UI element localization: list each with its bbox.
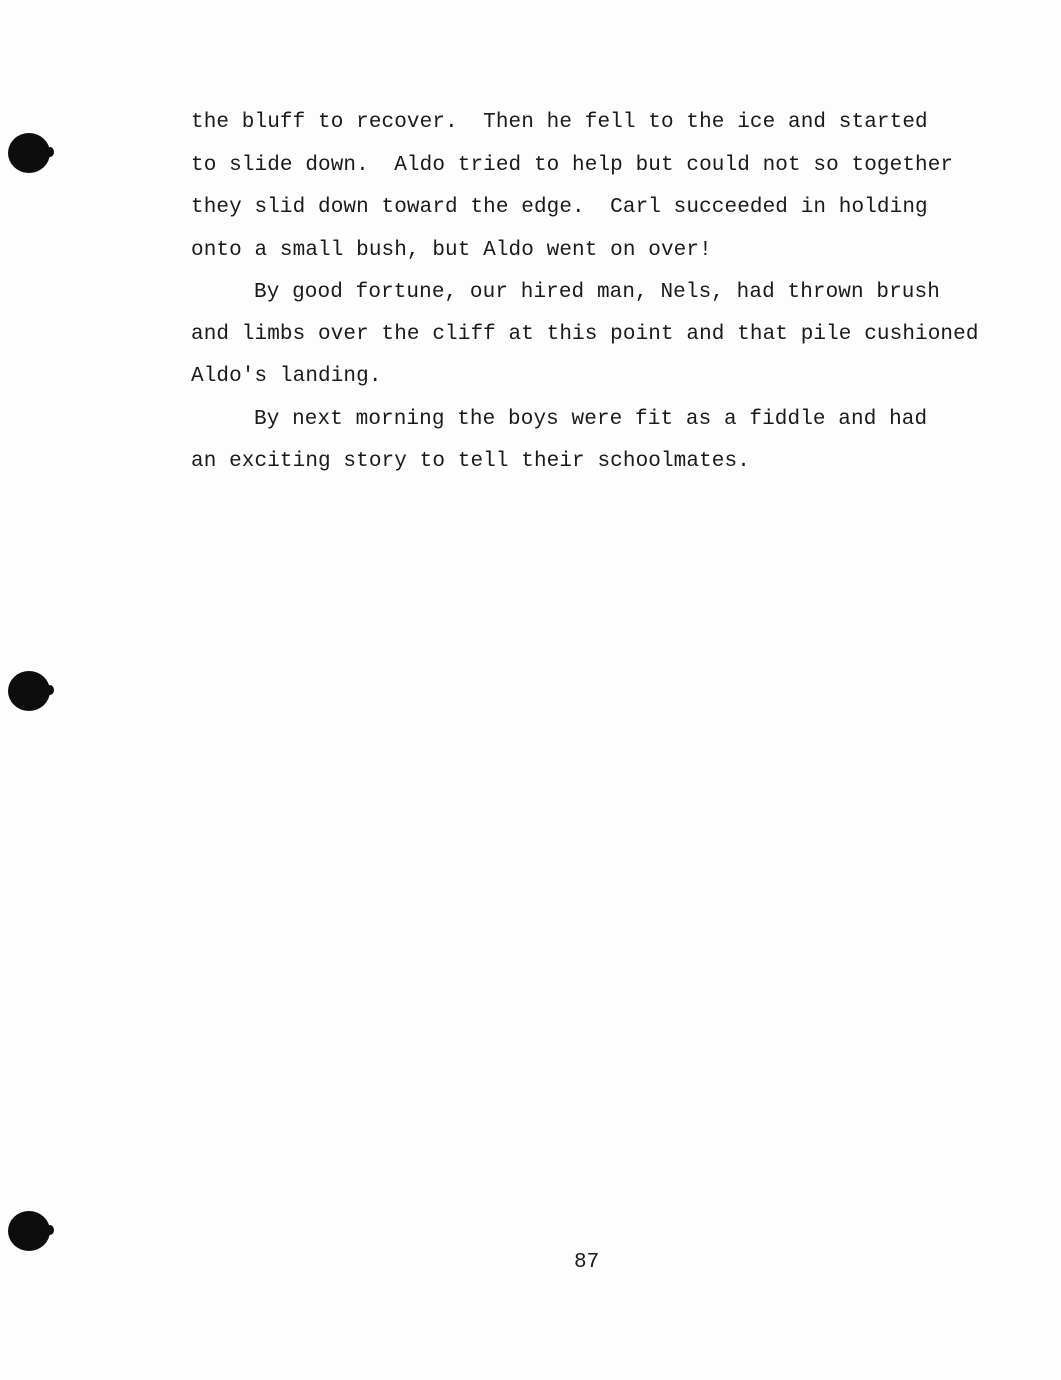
- punch-hole-top: [8, 133, 50, 173]
- text-line-7: Aldo's landing.: [191, 365, 382, 388]
- page-number: 87: [574, 1251, 600, 1274]
- text-line-4: onto a small bush, but Aldo went on over!: [191, 239, 712, 262]
- text-line-6: and limbs over the cliff at this point and that pile cushioned: [191, 323, 979, 346]
- text-line-2: to slide down. Aldo tried to help but could not so together: [191, 154, 954, 177]
- text-line-9: an exciting story to tell their schoolmates.: [191, 450, 750, 473]
- punch-hole-bottom: [8, 1211, 50, 1251]
- text-line-1: the bluff to recover. Then he fell to the ice and started: [191, 111, 928, 134]
- text-line-8: By next morning the boys were fit as a fiddle and had: [254, 408, 928, 431]
- text-line-3: they slid down toward the edge. Carl succeeded in holding: [191, 196, 928, 219]
- text-line-5: By good fortune, our hired man, Nels, had thrown brush: [254, 281, 940, 304]
- punch-hole-middle: [8, 671, 50, 711]
